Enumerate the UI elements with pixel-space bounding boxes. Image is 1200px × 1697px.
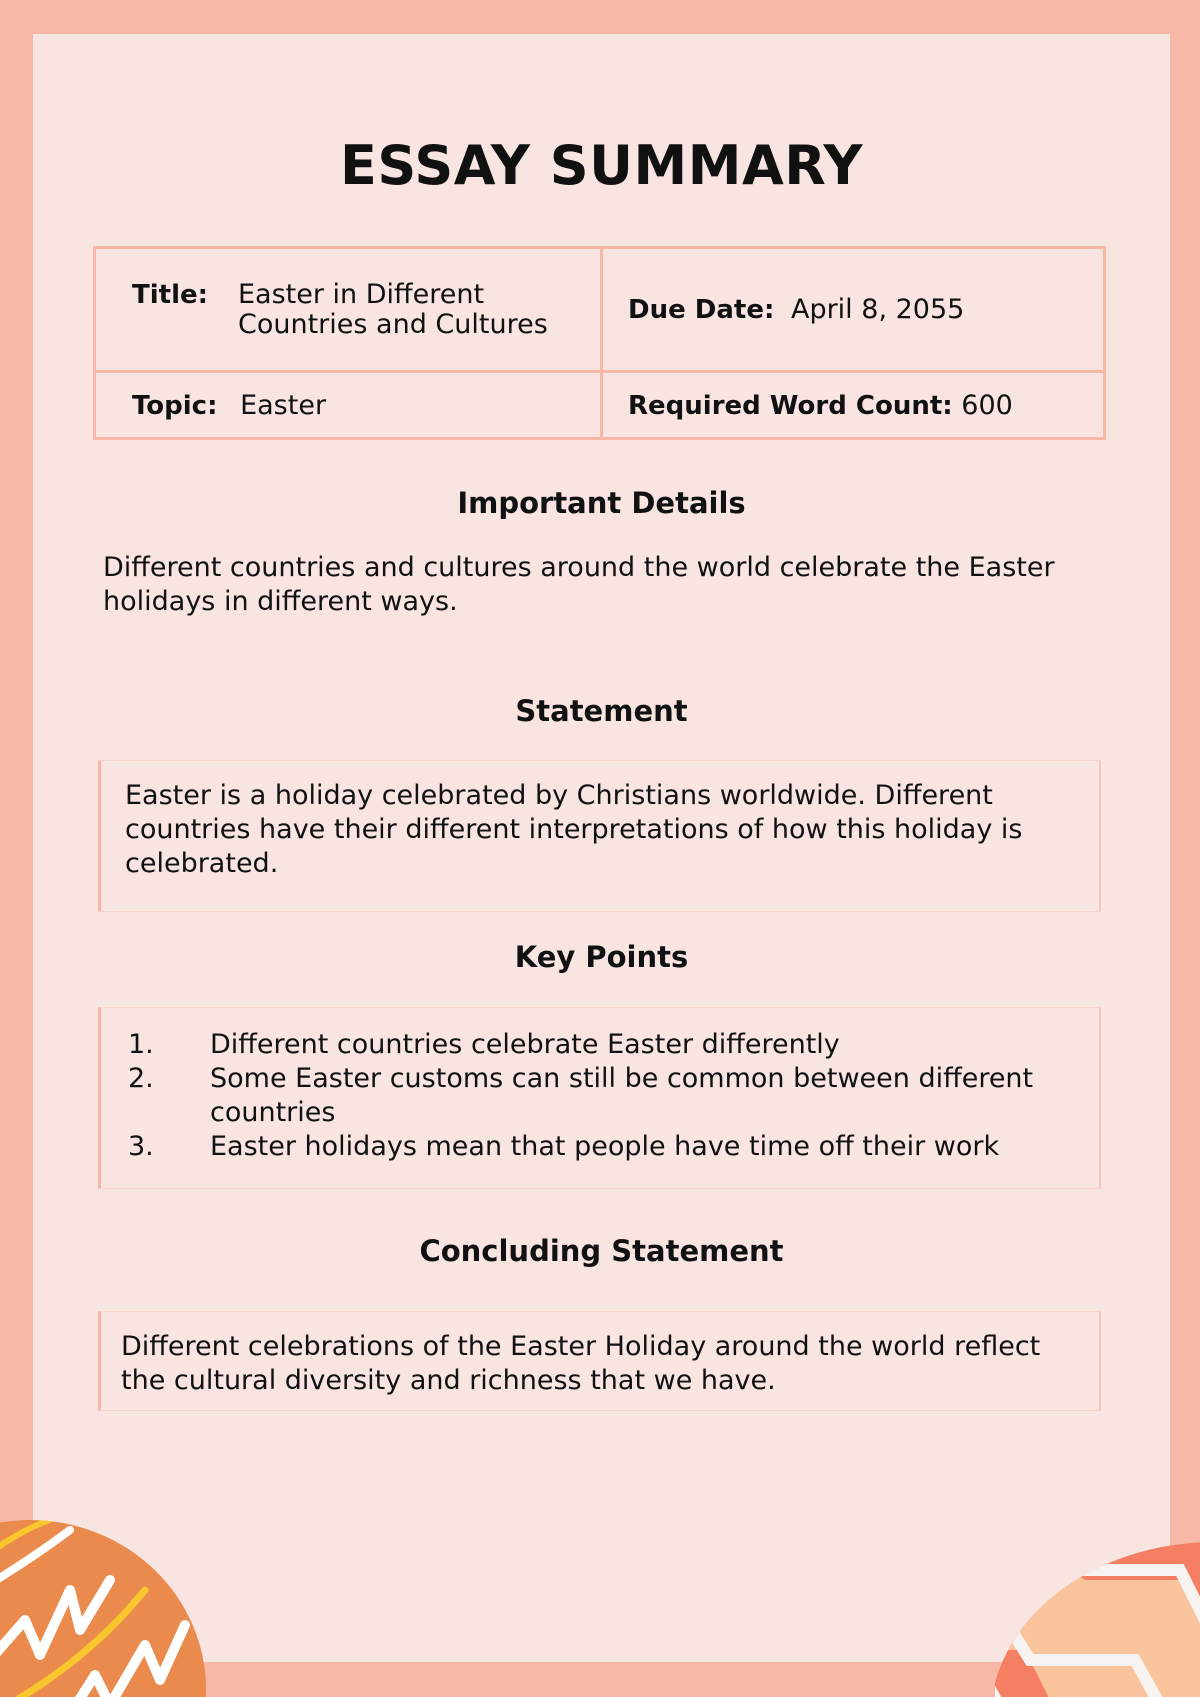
- key-point-number: 2.: [128, 1063, 154, 1094]
- concluding-statement-text: Different celebrations of the Easter Holiday around the world reflect the cultural diversity and richness that we have.: [121, 1331, 1041, 1396]
- concluding-statement-heading: Concluding Statement: [419, 1234, 784, 1268]
- key-point-text: Easter holidays mean that people have time off their work: [210, 1131, 1000, 1162]
- due-date-value: April 8, 2055: [790, 294, 965, 326]
- title-value-line2: Countries and Cultures: [238, 308, 548, 340]
- key-point-number: 3.: [128, 1131, 154, 1162]
- key-point-item: [101, 1062, 1075, 1130]
- title-value-line1: Easter in Different: [238, 278, 485, 310]
- statement-text: Easter is a holiday celebrated by Christians worldwide. Different countries have their different interpretations of how this holiday is celebrated.: [125, 780, 1023, 879]
- title-label: Title:: [132, 279, 209, 310]
- topic-cell: [95, 372, 602, 439]
- key-point-number: 1.: [128, 1029, 154, 1060]
- easter-egg-left-icon: [0, 1490, 210, 1697]
- key-points-box: [98, 1007, 1101, 1189]
- title-cell: [95, 248, 602, 372]
- topic-value: Easter: [240, 389, 327, 421]
- easter-egg-right-icon: [995, 1520, 1200, 1697]
- topic-label: Topic:: [132, 390, 218, 421]
- statement-box: [98, 760, 1101, 912]
- statement-heading: Statement: [515, 694, 688, 728]
- word-count-label: Required Word Count:: [628, 390, 953, 421]
- key-points-heading: Key Points: [514, 940, 689, 974]
- due-date-cell: [602, 248, 1105, 372]
- important-details-heading: Important Details: [457, 486, 746, 520]
- key-point-text: Some Easter customs can still be common between different countries: [210, 1063, 1034, 1128]
- title-value: [238, 280, 548, 340]
- page-title: ESSAY SUMMARY: [339, 134, 863, 197]
- key-point-item: [101, 1028, 1075, 1062]
- essay-summary-page: [33, 34, 1170, 1662]
- word-count-cell: [602, 372, 1105, 439]
- key-point-item: [101, 1130, 1075, 1164]
- key-point-text: Different countries celebrate Easter differently: [210, 1029, 840, 1060]
- essay-info-table: [93, 246, 1106, 440]
- important-details-text: Different countries and cultures around the world celebrate the Easter holidays in different ways.: [103, 552, 1055, 617]
- key-points-list: [101, 1028, 1075, 1164]
- concluding-statement-box: [98, 1311, 1101, 1411]
- due-date-label: Due Date:: [628, 295, 775, 326]
- word-count-value: 600: [961, 389, 1013, 421]
